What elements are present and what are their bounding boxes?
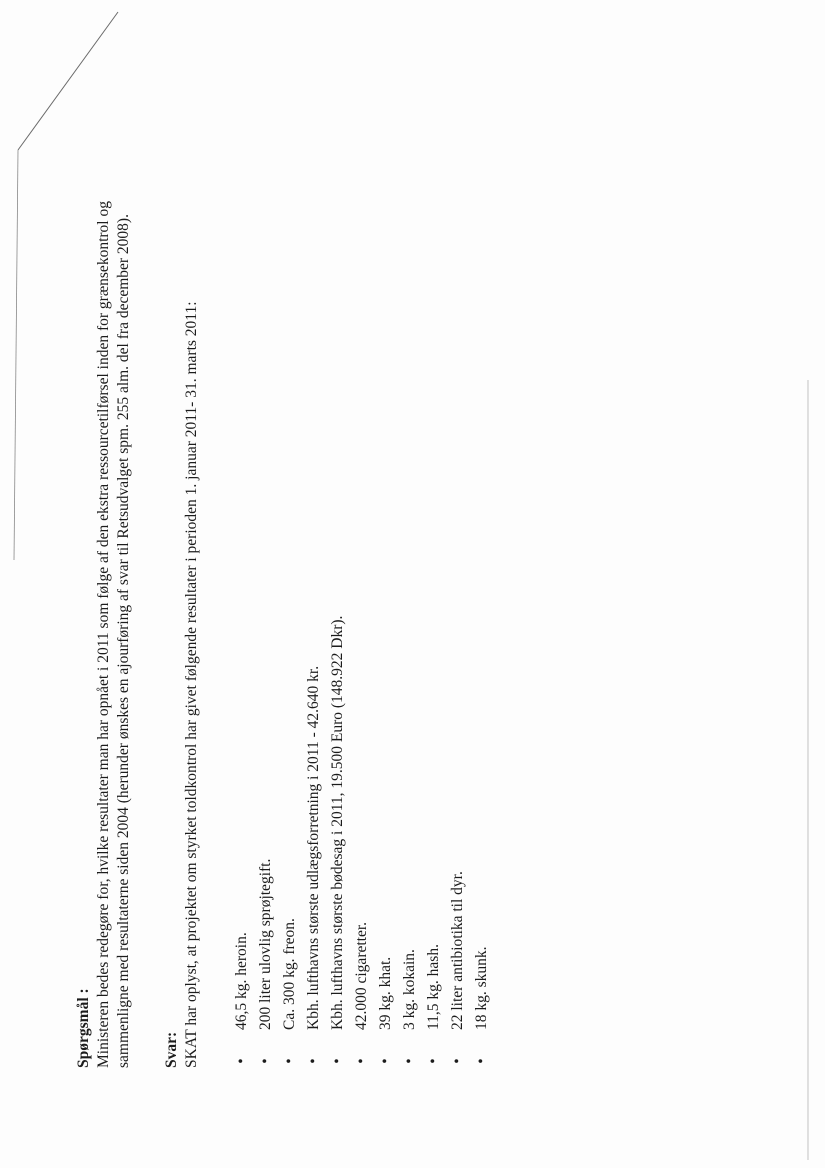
bullet-icon: • xyxy=(257,1058,274,1064)
question-line-1: Ministeren bedes redegøre for, hvilke resultater man har opnået i 2011 som følge af den ekstra ressourcetilførsel inden for grænsekontrol og xyxy=(95,201,112,1068)
list-item: • Kbh. lufthavns største udlægsforretning i 2011 - 42.640 kr. xyxy=(302,28,326,1068)
answer-intro: SKAT har oplyst, at projektet om styrket toldkontrol har givet følgende resultater i perioden 1. januar 2011- 31. marts 2011: xyxy=(183,301,200,1068)
bullet-icon: • xyxy=(281,1058,298,1064)
list-item: • 22 liter antibiotika til dyr. xyxy=(446,28,470,1068)
bullet-icon: • xyxy=(401,1058,418,1064)
bullet-icon: • xyxy=(377,1058,394,1064)
list-item: • 46,5 kg. heroin. xyxy=(230,28,254,1068)
list-item: • Ca. 300 kg. freon. xyxy=(278,28,302,1068)
bullet-icon: • xyxy=(329,1058,346,1064)
bullet-icon: • xyxy=(473,1058,490,1064)
answer-heading: Svar: xyxy=(163,1031,180,1068)
list-item: • 11,5 kg. hash. xyxy=(422,28,446,1068)
list-item: • 18 kg. skunk. xyxy=(470,28,494,1068)
list-item: • 42.000 cigaretter. xyxy=(350,28,374,1068)
list-item: • 3 kg. kokain. xyxy=(398,28,422,1068)
bullet-icon: • xyxy=(305,1058,322,1064)
bullet-icon: • xyxy=(353,1058,370,1064)
bullet-icon: • xyxy=(425,1058,442,1064)
question-heading: Spørgsmål : xyxy=(75,988,92,1068)
list-item: • Kbh. lufthavns største bødesag i 2011, 19.500 Euro (148.922 Dkr). xyxy=(326,28,350,1068)
list-item: • 200 liter ulovlig sprøjtegift. xyxy=(254,28,278,1068)
results-list xyxy=(230,28,494,1068)
list-item: • 39 kg. khat. xyxy=(374,28,398,1068)
document-content xyxy=(74,28,494,1068)
bullet-icon: • xyxy=(449,1058,466,1064)
question-line-2: sammenligne med resultaterne siden 2004 (herunder ønskes en ajourføring af svar til Retsudvalget spm. 255 alm. del fra december 2008). xyxy=(115,214,132,1068)
bullet-icon: • xyxy=(233,1058,250,1064)
